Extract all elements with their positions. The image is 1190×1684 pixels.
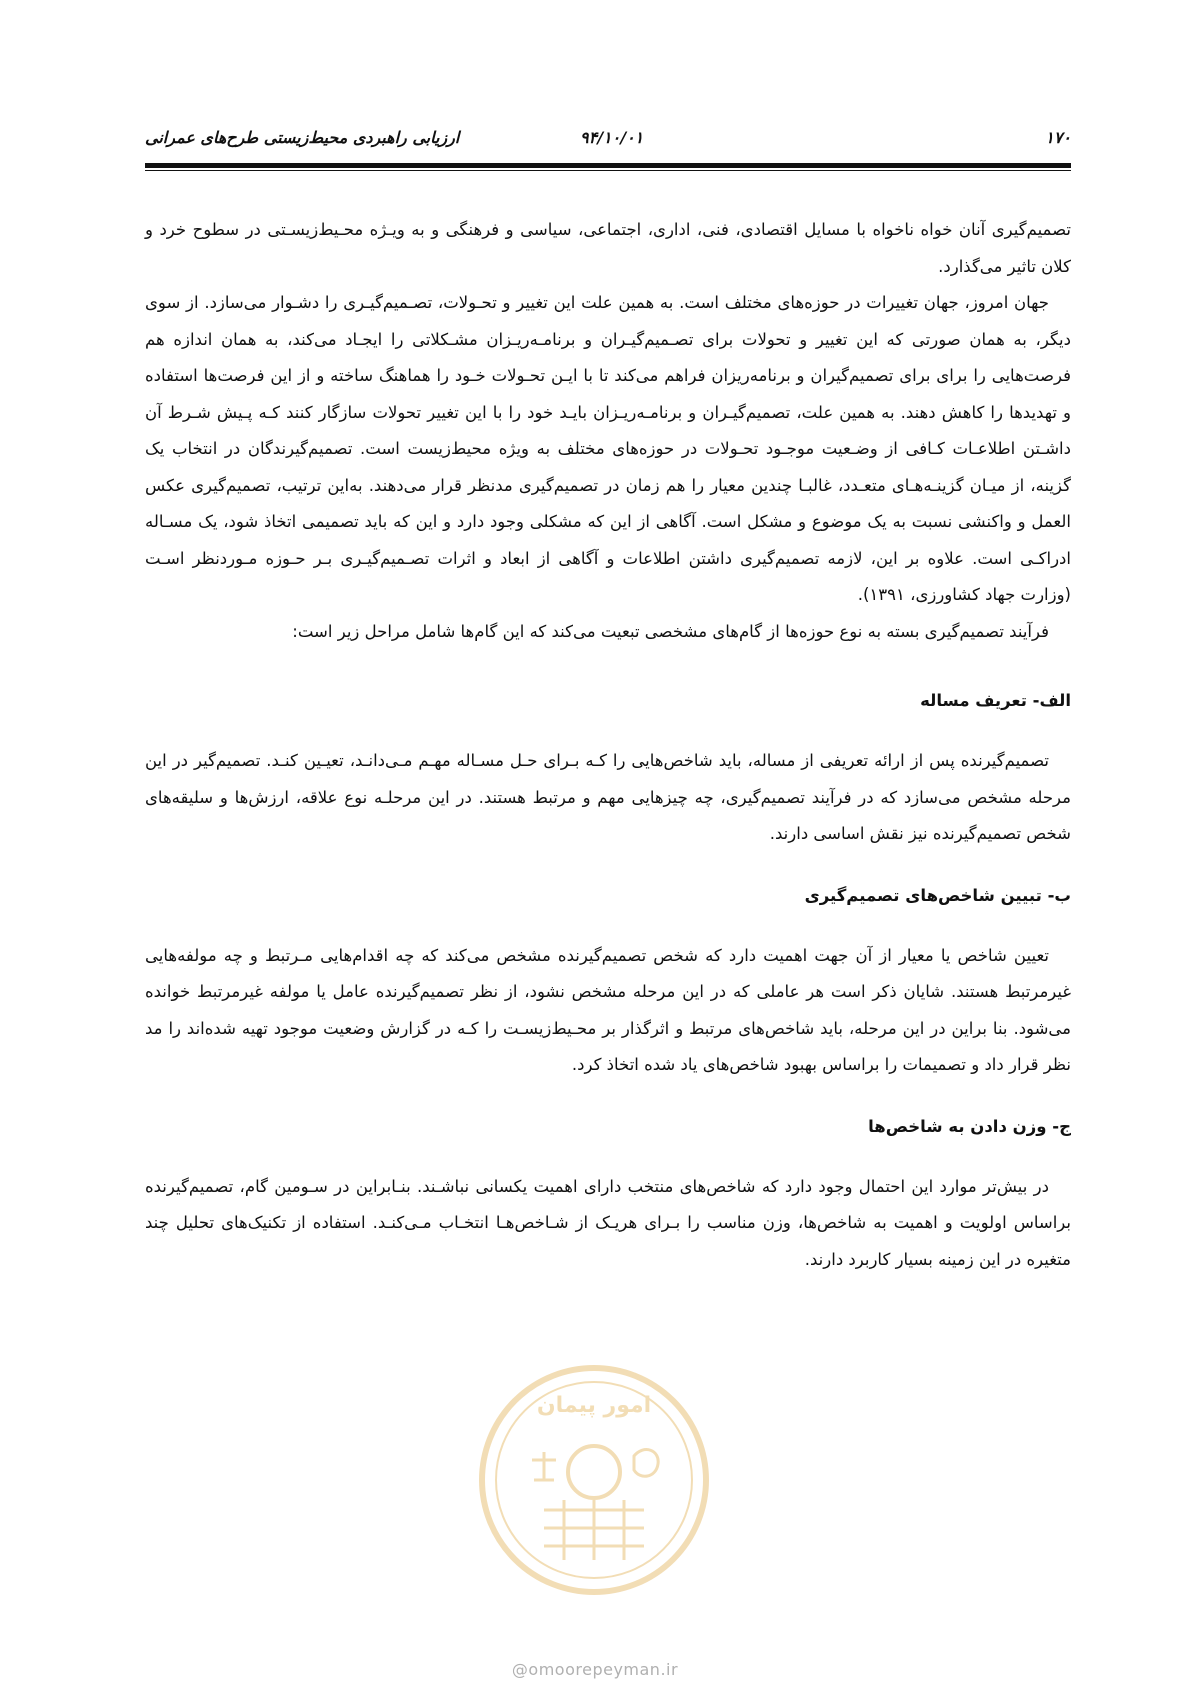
running-title: ارزیابی راهبردی محیط‌زیستی طرح‌های عمرانی	[145, 128, 460, 147]
page-number: ۱۷۰	[1045, 128, 1071, 147]
watermark-url: @omoorepeyman.ir	[511, 1660, 679, 1679]
header-rule-thick	[145, 163, 1071, 168]
section-heading-jim: ج- وزن دادن به شاخص‌ها	[868, 1116, 1071, 1136]
watermark-seal	[474, 1360, 714, 1600]
paragraph-2: جهان امروز، جهان تغییرات در حوزه‌های مختلف است. به همین علت این تغییر و تحـولات، تصـمیم‌گیـری را دشـوار می‌سازد. از سوی دیگر، به همان صورتی که این تغییر و تحولات برای تصـمیم‌گیـران و برنامـه‌ریـزان مشـکلاتی را ایجـاد می‌کند، به همان اندازه هم فرصت‌هایی را برای برای تصمیم‌گیران و برنامه‌ریزان فراهم می‌کند تا با ایـن تحـولات خـود را هماهنگ ساخته و از این فرصت‌ها استفاده و تهدیدها را کاهش دهند. به همین علت، تصمیم‌گیـران و برنامـه‌ریـزان بایـد خود را با این تغییر تحولات سازگار کنند کـه پـیش شـرط آن داشـتن اطلاعـات کـافی از وضـعیت موجـود تحـولات در حوزه‌های مختلف به ویژه محیط‌زیست است. تصمیم‌گیرندگان در انتخاب یک گزینه، از میـان گزینـه‌هـای متعـدد، غالبـا چندین معیار را هم زمان در تصمیم‌گیری مدنظر قرار می‌دهند. به‌این ترتیب، تصمیم‌گیری عکس العمل و واکنشی نسبت به یک موضوع و مشکل است. آگاهی از این که مشکلی وجود دارد و این که باید تصمیمی اتخاذ شود، یک مسـاله ادراکـی است. علاوه بر این، لازمه تصمیم‌گیری داشتن اطلاعات و آگاهی از ابعاد و اثرات تصـمیم‌گیـری بـر حـوزه مـوردنظر اسـت (وزارت جهاد کشاورزی، ۱۳۹۱).	[145, 293, 1071, 604]
paragraph-3: فرآیند تصمیم‌گیری بسته به نوع حوزه‌ها از گام‌های مشخصی تبعیت می‌کند که این گام‌ها شامل مراحل زیر است:	[292, 621, 1049, 641]
section-heading-be: ب- تبیین شاخص‌های تصمیم‌گیری	[804, 885, 1071, 905]
running-header	[145, 128, 1071, 162]
paragraph-4: تصمیم‌گیرنده پس از ارائه تعریفی از مساله، باید شاخص‌هایی را کـه بـرای حـل مسـاله مهـم مـی‌دانـد، تعیـین کنـد. تصمیم‌گیر در این مرحله مشخص می‌سازد که در فرآیند تصمیم‌گیری، چه چیزهایی مهم و مرتبط هستند. در این مرحلـه نوع علاقه، ارزش‌ها و سلیقه‌های شخص تصمیم‌گیرنده نیز نقش اساسی دارند.	[145, 751, 1071, 843]
header-date: ۹۴/۱۰/۰۱	[580, 128, 644, 147]
watermark-seal-text: امور پیمان	[536, 1393, 652, 1418]
page-body	[145, 212, 1071, 1278]
paragraph-6: در بیش‌تر موارد این احتمال وجود دارد که شاخص‌های منتخب دارای اهمیت یکسانی نباشـند. بنـابراین در سـومین گام، تصمیم‌گیرنده براساس اولویت و اهمیت به شاخص‌ها، وزن مناسب را بـرای هریـک از شـاخص‌هـا انتخـاب مـی‌کنـد. استفاده از تکنیک‌های تحلیل چند متغیره در این زمینه بسیار کاربرد دارند.	[145, 1176, 1071, 1269]
section-heading-alef: الف- تعریف مساله	[920, 691, 1071, 710]
paragraph-1: تصمیم‌گیری آنان خواه ناخواه با مسایل اقتصادی، فنی، اداری، اجتماعی، سیاسی و فرهنگی و به ویـژه محـیط‌زیسـتی در سطوح خرد و کلان تاثیر می‌گذارد.	[145, 220, 1071, 276]
paragraph-5: تعیین شاخص یا معیار از آن جهت اهمیت دارد که شخص تصمیم‌گیرنده مشخص می‌کند که چه اقدام‌هایی مـرتبط و چه مولفه‌هایی غیرمرتبط هستند. شایان ذکر است هر عاملی که در این مرحله مشخص نشود، از نظر تصمیم‌گیرنده عامل یا مولفه غیرمرتبط خوانده می‌شود. بنا براین در این مرحله، باید شاخص‌های مرتبط و اثرگذار بر محـیط‌زیسـت را کـه در گزارش وضعیت موجود تهیه شده‌اند را مد نظر قرار داد و تصمیمات را براساس بهبود شاخص‌های یاد شده اتخاذ کرد.	[145, 945, 1071, 1074]
header-rule-thin	[145, 170, 1071, 171]
